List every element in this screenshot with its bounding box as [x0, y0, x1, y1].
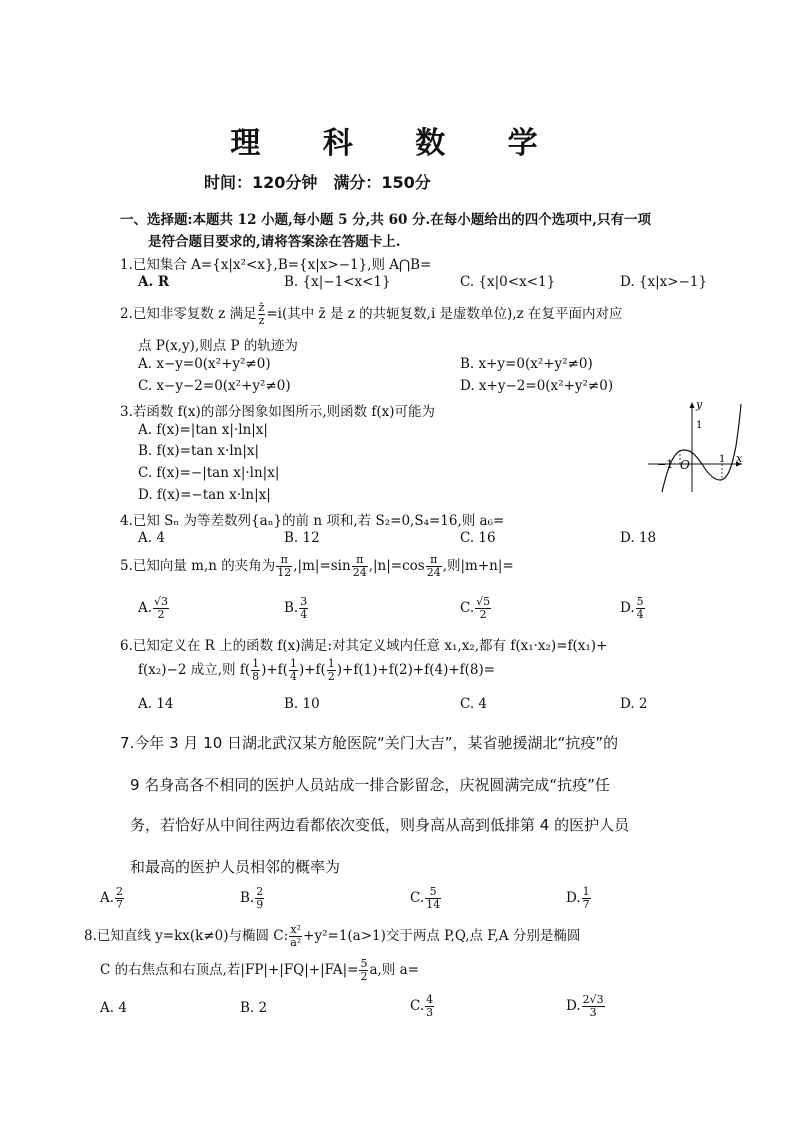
q8-frac	[289, 924, 302, 949]
q7-option-b-num: 2	[256, 885, 264, 898]
q6-option-b: B. 10	[284, 696, 320, 712]
q8-option-c	[410, 994, 435, 1019]
q5-stem-a: 5.已知向量 m,n 的夹角为	[120, 558, 276, 574]
q7-option-c	[410, 886, 442, 911]
q7-option-a-num: 2	[116, 885, 124, 898]
q6-stem2-a: f(x₂)−2 成立,则 f(	[138, 662, 251, 678]
q8-stem-line1	[84, 924, 580, 949]
q3-function-graph	[640, 396, 746, 496]
q5-option-d-den: 4	[636, 608, 644, 621]
q8-frac-num: x²	[290, 923, 301, 936]
q7-option-a-label: A.	[100, 890, 115, 906]
q8-option-b	[240, 1000, 267, 1016]
q8-option-d-den: 3	[589, 1006, 597, 1019]
q7-line3: 务，若恰好从中间往两边看都依次变低，则身高从高到低排第 4 的医护人员	[130, 816, 630, 834]
q5-frac-3-num: π	[426, 554, 442, 567]
q8-line2-a: C 的右焦点和右顶点,若|FP|+|FQ|+|FA|=	[100, 962, 359, 978]
q7-option-a-frac	[115, 886, 124, 911]
q2-stem	[120, 302, 623, 327]
q7-line2: 9 名身高各不相同的医护人员站成一排合影留念，庆祝圆满完成“抗疫”任	[130, 776, 610, 794]
q5-stem-c: ,|n|=cos	[368, 558, 425, 574]
q1-option-d: D. {x|x>−1}	[620, 274, 708, 290]
q5-option-c	[460, 596, 492, 621]
q1-option-c: C. {x|0<x<1}	[460, 274, 556, 290]
q6-frac-b-num: 1	[289, 657, 297, 670]
q8-option-d-num: 2√3	[582, 993, 604, 1006]
q6-option-c: C. 4	[460, 696, 488, 712]
q6-stem2-c: )+f(	[298, 662, 326, 678]
q7-option-a-den: 7	[116, 898, 124, 911]
q5-option-a	[138, 596, 170, 621]
q5-option-a-num: √3	[154, 595, 169, 608]
graph-label-one-y: 1	[696, 420, 703, 431]
q6-frac-a-den: 8	[252, 670, 260, 683]
q8-frac-2	[359, 958, 368, 983]
graph-label-neg-one: −1	[657, 458, 674, 471]
q5-frac-3-den: 24	[426, 566, 441, 579]
q5-option-b-label: B.	[284, 600, 299, 616]
q6-frac-b-den: 4	[289, 670, 297, 683]
q5-option-b-num: 3	[300, 595, 308, 608]
q7-option-b-frac	[255, 886, 264, 911]
q3-option-c: C. f(x)=−|tan x|·ln|x|	[138, 465, 280, 481]
q7-option-d-num: 1	[582, 885, 590, 898]
q8-frac-2-den: 2	[360, 970, 368, 983]
graph-label-x: x	[736, 452, 743, 465]
q2-option-c: C. x−y−2=0(x²+y²≠0)	[138, 378, 291, 394]
y-axis-arrow-icon	[690, 402, 695, 408]
q5-option-d-frac	[636, 596, 645, 621]
q8-option-a	[100, 1000, 127, 1016]
q2-fraction	[258, 302, 266, 327]
q7-option-d-den: 7	[582, 898, 590, 911]
q4-stem: 4.已知 Sₙ 为等差数列{aₙ}的前 n 项和,若 S₂=0,S₄=16,则 a₆=	[120, 513, 505, 529]
graph-label-one-x: 1	[719, 454, 726, 465]
q2-frac-den: z	[258, 314, 265, 327]
q7-line1: 7.今年 3 月 10 日湖北武汉某方舱医院“关门大吉”，某省驰援湖北“抗疫”的	[120, 734, 619, 752]
q5-frac-1	[276, 554, 292, 579]
q8-option-b-label: B. 2	[240, 1000, 268, 1016]
q6-option-d: D. 2	[620, 696, 648, 712]
q5-frac-2-den: 24	[352, 566, 367, 579]
function-curve	[662, 404, 741, 492]
q5-option-a-frac	[153, 596, 169, 621]
q5-frac-2	[352, 554, 368, 579]
q7-option-c-frac	[425, 886, 441, 911]
q7-option-d-label: D.	[566, 890, 581, 906]
q5-option-d	[620, 596, 646, 621]
q2-stem-b: =i(其中 z̄ 是 z 的共轭复数,i 是虚数单位),z 在复平面内对应	[266, 306, 623, 322]
q8-stem-line2	[100, 958, 419, 983]
q7-option-d	[566, 886, 592, 911]
q3-option-a: A. f(x)=|tan x|·ln|x|	[138, 422, 268, 438]
q5-stem	[120, 554, 514, 579]
q8-option-d	[566, 994, 606, 1019]
q7-option-c-label: C.	[410, 890, 425, 906]
q2-stem-a: 2.已知非零复数 z 满足	[120, 306, 257, 322]
graph-label-origin: O	[680, 458, 690, 472]
q5-option-c-den: 2	[479, 608, 487, 621]
q8-option-d-frac	[582, 994, 605, 1019]
q6-frac-a	[251, 658, 260, 683]
section-header-line2: 是符合题目要求的,请将答案涂在答题卡上.	[148, 234, 401, 250]
q7-option-b-label: B.	[240, 890, 255, 906]
q6-frac-a-num: 1	[252, 657, 260, 670]
q7-option-c-den: 14	[426, 898, 441, 911]
q8-option-c-label: C.	[410, 998, 425, 1014]
q8-frac-den: a²	[290, 936, 302, 949]
q2-option-d: D. x+y−2=0(x²+y²≠0)	[460, 378, 614, 394]
q5-option-c-frac	[475, 596, 491, 621]
q5-option-b-frac	[299, 596, 308, 621]
q6-stem2-d: )+f(1)+f(2)+f(4)+f(8)=	[336, 662, 496, 678]
q1-option-a: A. R	[138, 274, 170, 290]
q5-frac-1-den: 12	[277, 566, 292, 579]
q5-option-a-label: A.	[138, 600, 153, 616]
q3-option-d: D. f(x)=−tan x·ln|x|	[138, 487, 271, 503]
q2-option-b: B. x+y=0(x²+y²≠0)	[460, 356, 593, 372]
section-header-line1: 一、选择题:本题共 12 小题,每小题 5 分,共 60 分.在每小题给出的四个选项中,只有一项	[120, 212, 651, 228]
q2-option-a: A. x−y=0(x²+y²≠0)	[138, 356, 271, 372]
q6-option-a: A. 14	[138, 696, 174, 712]
q6-stem-line1: 6.已知定义在 R 上的函数 f(x)满足:对其定义域内任意 x₁,x₂,都有 f(x₁·x₂)=f(x₁)+	[120, 638, 608, 654]
q4-option-a: A. 4	[138, 530, 165, 546]
q5-frac-1-num: π	[276, 554, 292, 567]
q8-stem-b: +y²=1(a>1)交于两点 P,Q,点 F,A 分别是椭圆	[303, 928, 581, 944]
q7-option-c-num: 5	[425, 886, 441, 899]
q7-option-a	[100, 886, 125, 911]
q5-frac-3	[426, 554, 442, 579]
q5-stem-b: ,|m|=sin	[293, 558, 351, 574]
q2-stem-line2: 点 P(x,y),则点 P 的轨迹为	[138, 338, 298, 354]
q6-frac-c-num: 1	[327, 657, 335, 670]
q6-frac-c-den: 2	[327, 670, 335, 683]
q5-option-c-label: C.	[460, 600, 475, 616]
q8-option-a-label: A. 4	[100, 1000, 127, 1016]
q7-option-d-frac	[582, 886, 591, 911]
page-title: 理 科 数 学	[230, 126, 564, 161]
exam-info: 时间：120分钟 满分：150分	[204, 173, 431, 192]
q6-frac-c	[327, 658, 336, 683]
q8-option-c-frac	[425, 994, 434, 1019]
q5-option-c-num: √5	[476, 595, 491, 608]
q3-option-b: B. f(x)=tan x·ln|x|	[138, 443, 260, 459]
q2-frac-num: z̄	[258, 301, 265, 314]
q1-option-b: B. {x|−1<x<1}	[284, 274, 391, 290]
q6-stem-line2	[138, 658, 495, 683]
q1-stem: 1.已知集合 A={x|x²<x},B={x|x>−1},则 A⋂B=	[120, 257, 432, 273]
q4-option-d: D. 18	[620, 530, 657, 546]
q8-option-c-den: 3	[426, 1006, 434, 1019]
q6-stem2-b: )+f(	[261, 662, 288, 678]
q5-stem-d: ,则|m+n|=	[442, 558, 514, 574]
q8-stem-a: 8.已知直线 y=kx(k≠0)与椭圆 C:	[84, 928, 289, 944]
q5-option-d-num: 5	[636, 595, 644, 608]
q8-option-d-label: D.	[566, 998, 581, 1014]
q5-option-a-den: 2	[157, 608, 165, 621]
q8-line2-b: a,则 a=	[369, 962, 419, 978]
q5-frac-2-num: π	[352, 554, 368, 567]
q4-option-b: B. 12	[284, 530, 320, 546]
graph-label-y: y	[696, 398, 703, 411]
q8-frac-2-num: 5	[360, 957, 368, 970]
q5-option-b-den: 4	[300, 608, 308, 621]
q5-option-b	[284, 596, 309, 621]
q6-frac-b	[289, 658, 298, 683]
q4-option-c: C. 16	[460, 530, 496, 546]
q7-option-b-den: 9	[256, 898, 264, 911]
q7-line4: 和最高的医护人员相邻的概率为	[130, 858, 341, 876]
q8-option-c-num: 4	[426, 993, 434, 1006]
q3-stem: 3.若函数 f(x)的部分图象如图所示,则函数 f(x)可能为	[120, 404, 436, 420]
q7-option-b	[240, 886, 265, 911]
q5-option-d-label: D.	[620, 600, 635, 616]
